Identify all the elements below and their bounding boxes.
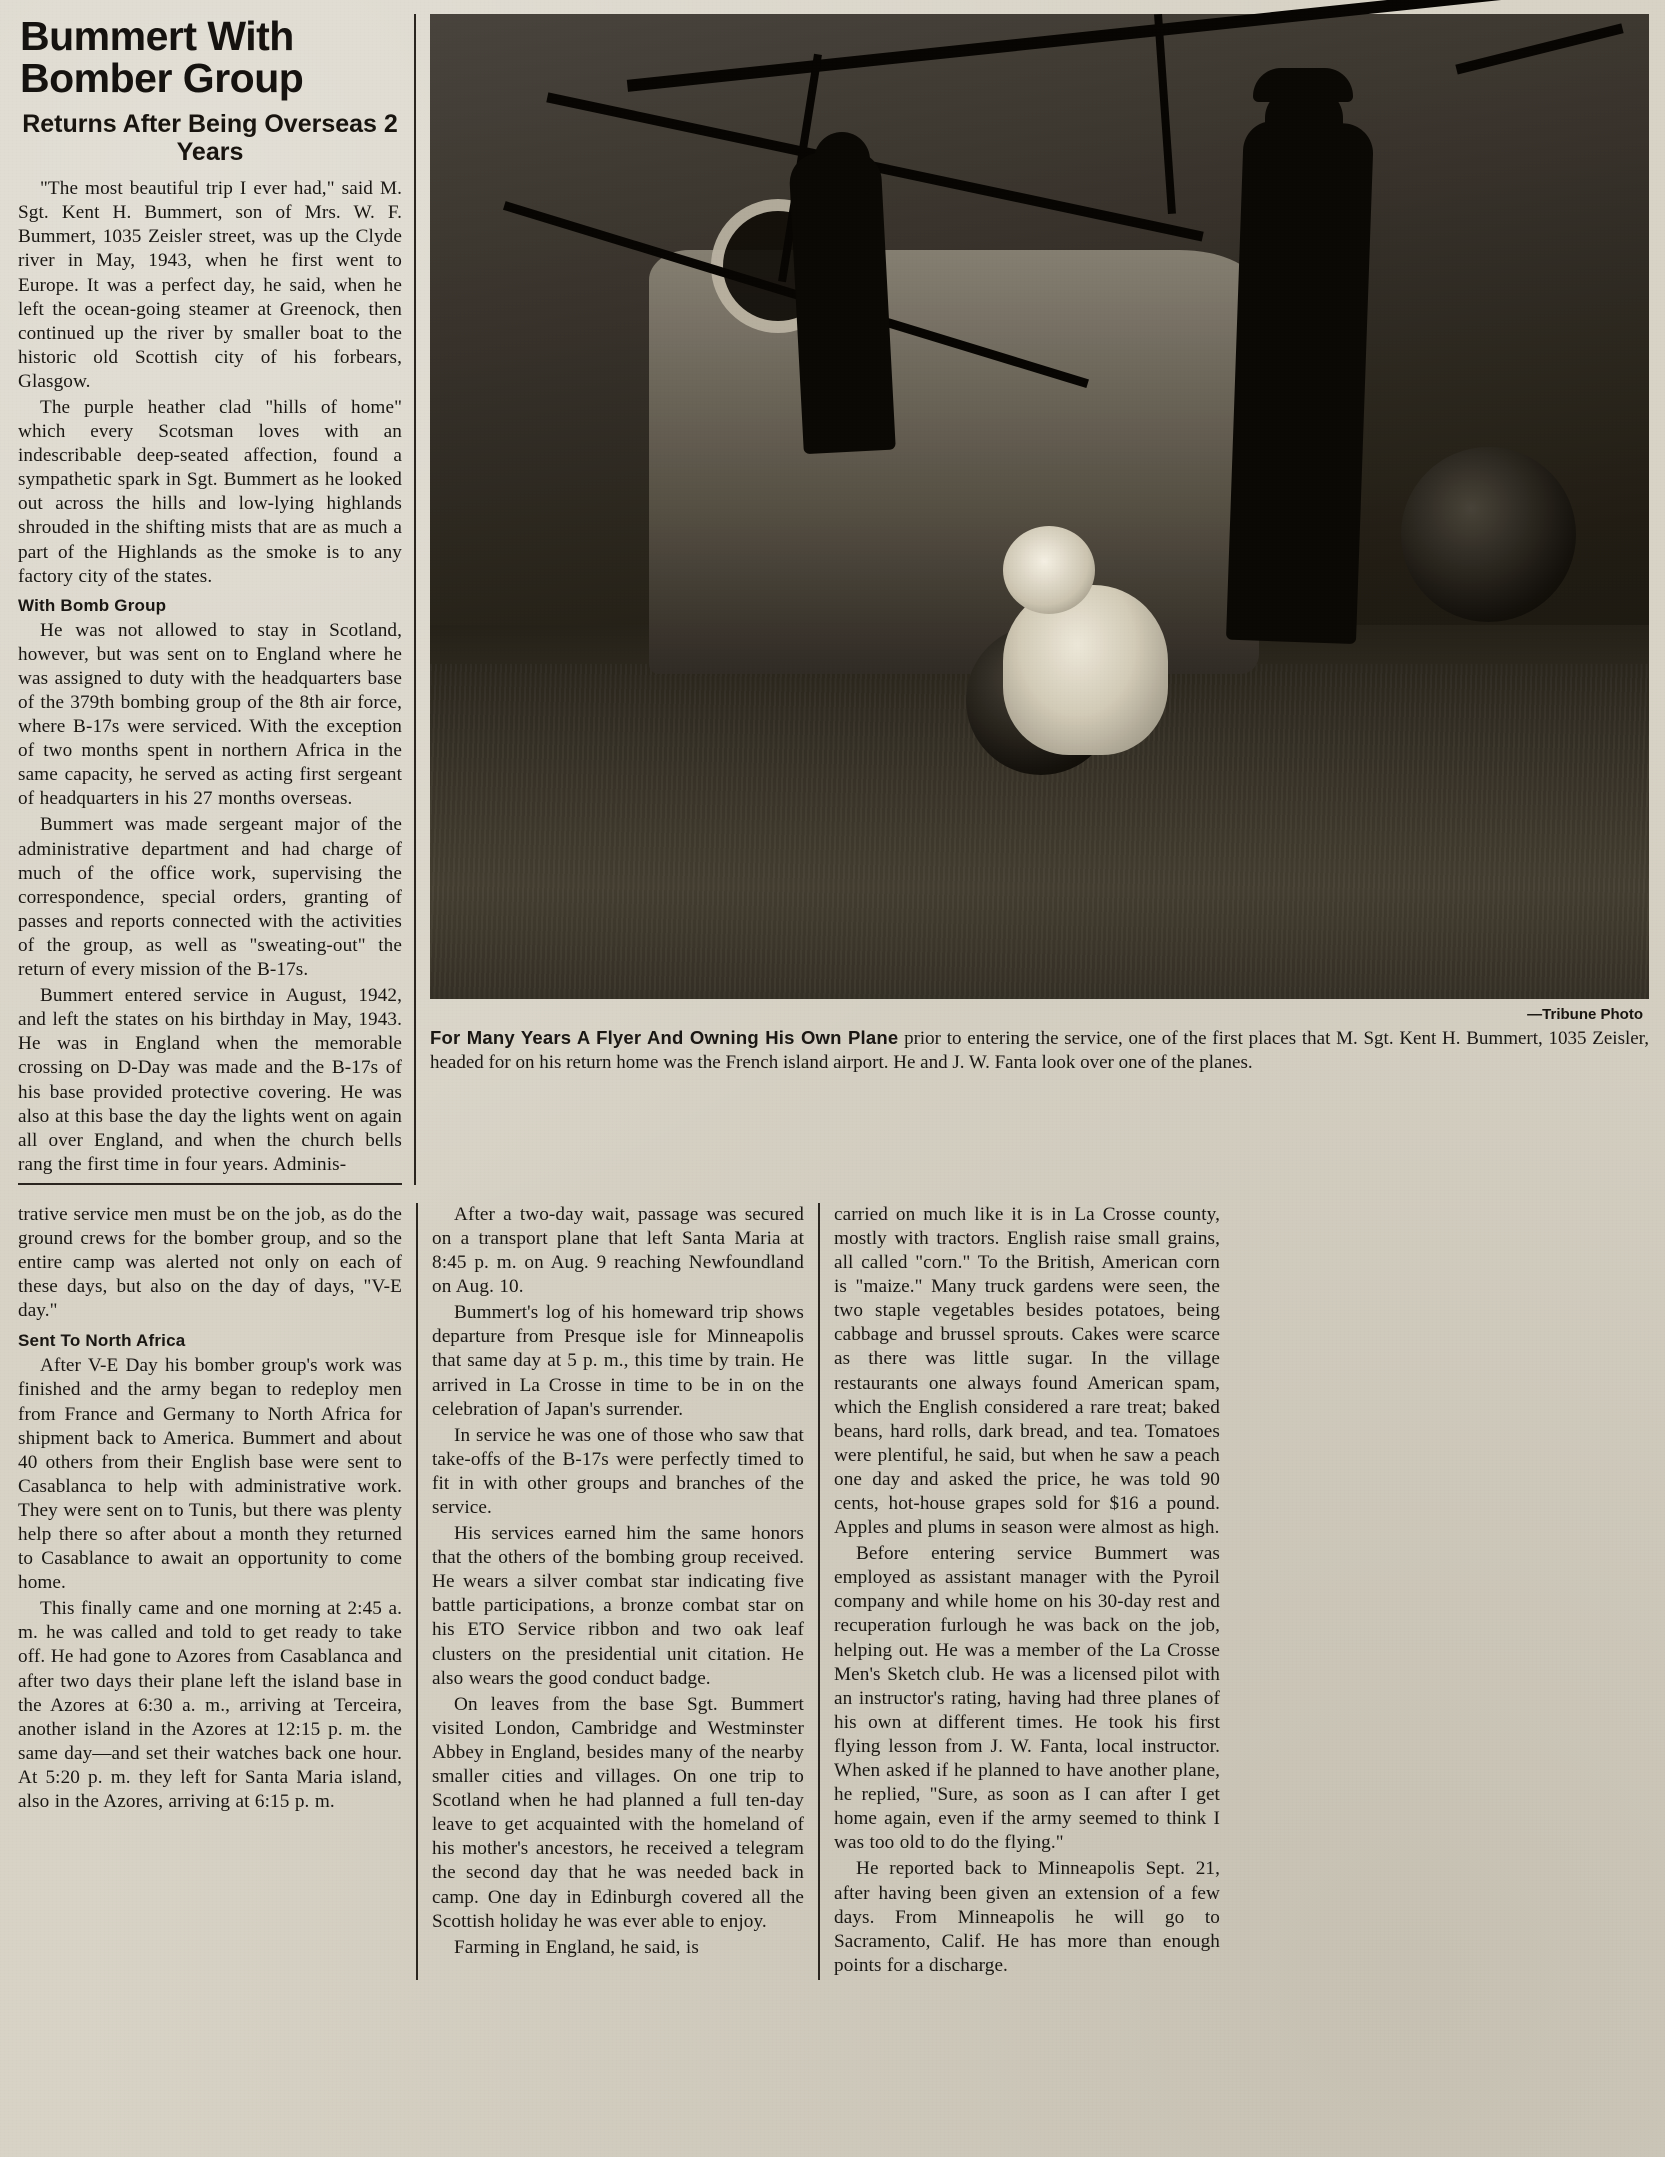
column-divider-rule bbox=[18, 1183, 402, 1185]
paragraph: This finally came and one morning at 2:45 a. m. he was called and told to get ready to take off. He had gone to Azores from Casablanca and after two days their plane left the island base in the Azores at 6:30 a. m., arriving at Terceira, another island in the Azores at 12:15 p. m. the same day—and set their watches back one hour. At 5:20 p. m. they left for Santa Maria island, also in the Azores, arriving at 6:15 p. m. bbox=[18, 1598, 402, 1813]
airplane-fuselage bbox=[649, 250, 1259, 674]
person-standing bbox=[1225, 120, 1373, 644]
left-article-column bbox=[18, 14, 416, 1185]
photo-caption-lead: For Many Years A Flyer And Owning His Own Plane bbox=[430, 1027, 899, 1048]
paragraph: carried on much like it is in La Crosse county, mostly with tractors. English raise small grains, all called "corn." To the British, American corn is "maize." Many truck gardens were seen, the two staple vegetables besides potatoes, being cabbage and brussel sprouts. Cakes were scarce as there was little sugar. In the village restaurants one always found American spam, which the English considered a rare treat; baked beans, hard rolls, dark bread, and tea. Tomatoes were plentiful, he said, but when he saw a peach one day and asked the price, he was told 90 cents, hot-house grapes sold for $16 a pound. Apples and plums in season were almost as high. bbox=[834, 1203, 1220, 1539]
paragraph: trative service men must be on the job, as do the ground crews for the bomber group, and so the entire camp was alerted not only on each of these days, but also on the day of days, "V-E day." bbox=[18, 1203, 402, 1322]
photo-caption bbox=[430, 1027, 1649, 1074]
person-head bbox=[814, 132, 870, 194]
photo-credit: —Tribune Photo bbox=[1527, 1006, 1643, 1023]
paragraph: His services earned him the same honors that the others of the bombing group received. He wears a silver combat star indicating five battle participations, a bronze combat star on his ETO Service ribbon and two oak leaf clusters on the presidential unit citation. He also wears the good conduct badge. bbox=[432, 1523, 804, 1689]
dog-head bbox=[1003, 526, 1095, 614]
paragraph: Before entering service Bummert was employed as assistant manager with the Pyroil company and while home on his 30-day rest and recuperation furlough he was back on the job, helping out. He was a member of the La Crosse Men's Sketch club. He was a licensed pilot with an instructor's rating, having had three planes of his own at different times. He took his first flying lesson from J. W. Fanta, local instructor. When asked if he planned to have another plane, he replied, "Sure, as soon as I can after I get home again, even if the army seemed to think I was too old to do the flying." bbox=[834, 1543, 1220, 1854]
news-photograph bbox=[430, 14, 1649, 1023]
paragraph: He was not allowed to stay in Scotland, however, but was sent on to England where he was assigned to duty with the headquarters base of the 379th bombing group of the 8th air force, where B-17s were serviced. With the exception of two months spent in northern Africa in the same capacity, he served as acting first sergeant of headquarters in his 27 months overseas. bbox=[18, 619, 402, 810]
section-label-sent-to-north-africa: Sent To North Africa bbox=[18, 1331, 186, 1351]
article-column-2 bbox=[418, 1203, 820, 1980]
left-column-body bbox=[18, 177, 402, 1177]
paragraph: On leaves from the base Sgt. Bummert visited London, Cambridge and Westminster Abbey in England, besides many of the nearby smaller cities and villages. On one trip to Scotland when he had planned a full ten-day leave to get acquainted with the homeland of his mother's ancestors, he received a telegram the second day that he was needed back in camp. One day in Edinburgh covered all the Scottish holiday he was ever able to enjoy. bbox=[432, 1693, 804, 1932]
article-subhead: Returns After Being Overseas 2 Years bbox=[22, 109, 398, 167]
paragraph: The purple heather clad "hills of home" which every Scotsman loves with an indescribable deep-seated affection, found a sympathetic spark in Sgt. Bummert as he looked out across the hills and low-lying highlands shrouded in the shifting mists that are as much a part of the Highlands as the smoke is to any factory city of the states. bbox=[18, 396, 402, 587]
section-label-with-bomb-group: With Bomb Group bbox=[18, 595, 167, 615]
photo-section bbox=[416, 14, 1649, 1074]
person-hat bbox=[1253, 68, 1353, 102]
paragraph: Bummert entered service in August, 1942, and left the states on his birthday in May, 1943. He was in England when the memorable crossing on D-Day was made and the B-17s of his base provided protective covering. He was also at this base the day the lights went on again all over England, and when the church bells rang the first time in four years. Adminis- bbox=[18, 985, 402, 1175]
article-column-3 bbox=[820, 1203, 1220, 1980]
paragraph: After V-E Day his bomber group's work was finished and the army began to redeploy men from France and Germany to North Africa for shipment back to America. Bummert and about 40 others from their English base were sent to Casablanca to help with administrative work. They were sent on to Tunis, but there was plenty help there so after about a month they returned to Casablance to await an opportunity to come home. bbox=[18, 1355, 402, 1594]
paragraph: Farming in England, he said, is bbox=[454, 1936, 699, 1958]
photo-caption-text: prior to entering the service, one of the first places that M. Sgt. Kent H. Bummert, 1035 Zeisler, headed for on his return home was the French island airport. He and J. W. Fanta look over one of the planes. bbox=[430, 1028, 1649, 1073]
dog-body bbox=[1003, 585, 1168, 755]
person-in-uniform bbox=[788, 150, 896, 454]
paragraph: Bummert's log of his homeward trip shows departure from Presque isle for Minneapolis that same day at 5 p. m., this time by train. He arrived in La Crosse in time to be in on the celebration of Japan's surrender. bbox=[432, 1302, 804, 1420]
page-title: Bummert With Bomber Group bbox=[20, 13, 304, 101]
paragraph: He reported back to Minneapolis Sept. 21, after having been given an extension of a few days. From Minneapolis he will go to Sacramento, Calif. He has more than enough points for a discharge. bbox=[834, 1858, 1220, 1976]
paragraph: "The most beautiful trip I ever had," said M. Sgt. Kent H. Bummert, son of Mrs. W. F. Bummert, 1035 Zeisler street, was up the Clyde river in May, 1943, when he first went to Europe. It was a perfect day, he said, when he left the ocean-going steamer at Greenock, then continued up the river by smaller boat to the historic old Scottish city of his forbears, Glasgow. bbox=[18, 178, 402, 392]
lower-columns bbox=[18, 1199, 1649, 1980]
article-column-1 bbox=[18, 1203, 418, 1980]
airplane-wheel bbox=[1401, 447, 1576, 622]
top-section bbox=[18, 14, 1649, 1185]
paragraph: Bummert was made sergeant major of the administrative department and had charge of much of the office work, supervising the correspondence, special orders, granting of passes and reports connected with the activities of the group, as well as "sweating-out" the return of every mission of the B-17s. bbox=[18, 814, 402, 981]
paragraph: In service he was one of those who saw that take-offs of the B-17s were perfectly timed to fit in with other groups and branches of the service. bbox=[432, 1424, 804, 1518]
paragraph: After a two-day wait, passage was secured on a transport plane that left Santa Maria at 8:45 p. m. on Aug. 9 reaching Newfoundland on Aug. 10. bbox=[432, 1203, 804, 1298]
